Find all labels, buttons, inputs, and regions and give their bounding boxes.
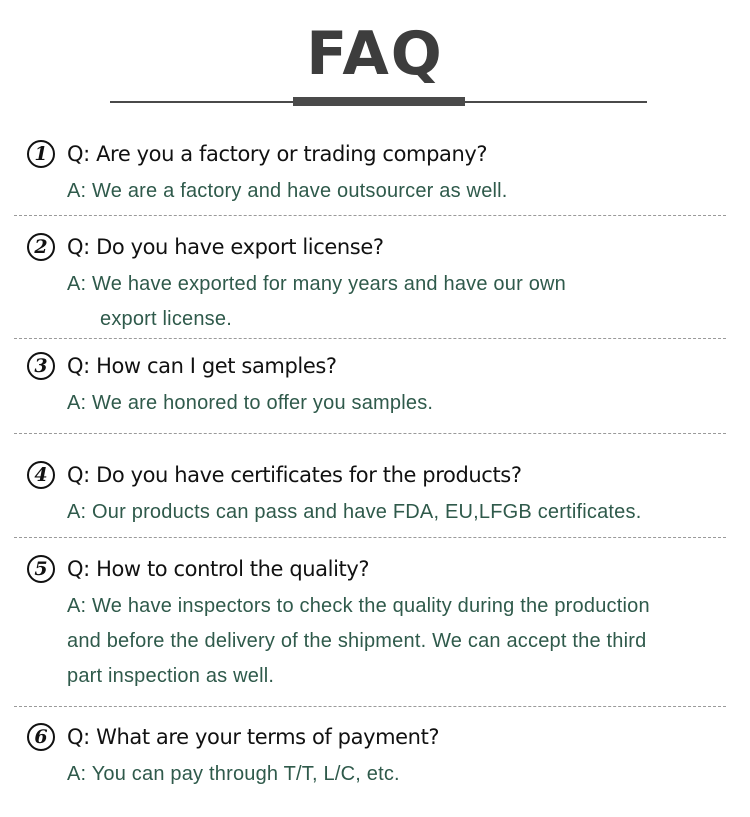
faq-answer (67, 386, 433, 421)
faq-answer (67, 174, 508, 209)
title-accent-bar (293, 97, 465, 106)
faq-answer (67, 267, 566, 337)
answer-line: part inspection as well. (67, 665, 275, 687)
number-badge: 6 (27, 723, 55, 751)
faq-question: Q: Do you have export license? (67, 235, 384, 259)
answer-line: A: We have exported for many years and have our own (67, 273, 566, 295)
answer-line: A: We have inspectors to check the quality during the production (67, 595, 650, 617)
answer-line: A: We are honored to offer you samples. (67, 392, 434, 414)
number-badge: 2 (27, 233, 55, 261)
faq-question: Q: Are you a factory or trading company? (67, 142, 488, 166)
page-title: FAQ (306, 19, 444, 89)
divider (14, 215, 726, 216)
number-badge: 3 (27, 352, 55, 380)
answer-line: A: We are a factory and have outsourcer as well. (67, 180, 508, 202)
answer-line: export license. (100, 308, 232, 330)
faq-question: Q: Do you have certificates for the products? (67, 463, 522, 487)
answer-line: A: You can pay through T/T, L/C, etc. (67, 763, 400, 785)
faq-answer (67, 495, 641, 530)
faq-answer (67, 589, 650, 694)
divider (14, 433, 726, 434)
faq-question: Q: What are your terms of payment? (67, 725, 440, 749)
faq-question: Q: How can I get samples? (67, 354, 337, 378)
number-badge: 4 (27, 461, 55, 489)
divider (14, 537, 726, 538)
number-badge: 1 (27, 140, 55, 168)
divider (14, 338, 726, 339)
faq-question: Q: How to control the quality? (67, 557, 370, 581)
number-badge: 5 (27, 555, 55, 583)
answer-line: and before the delivery of the shipment. We can accept the third (67, 630, 647, 652)
divider (14, 706, 726, 707)
answer-line: A: Our products can pass and have FDA, EU,LFGB certificates. (67, 501, 642, 523)
faq-answer (67, 757, 400, 792)
